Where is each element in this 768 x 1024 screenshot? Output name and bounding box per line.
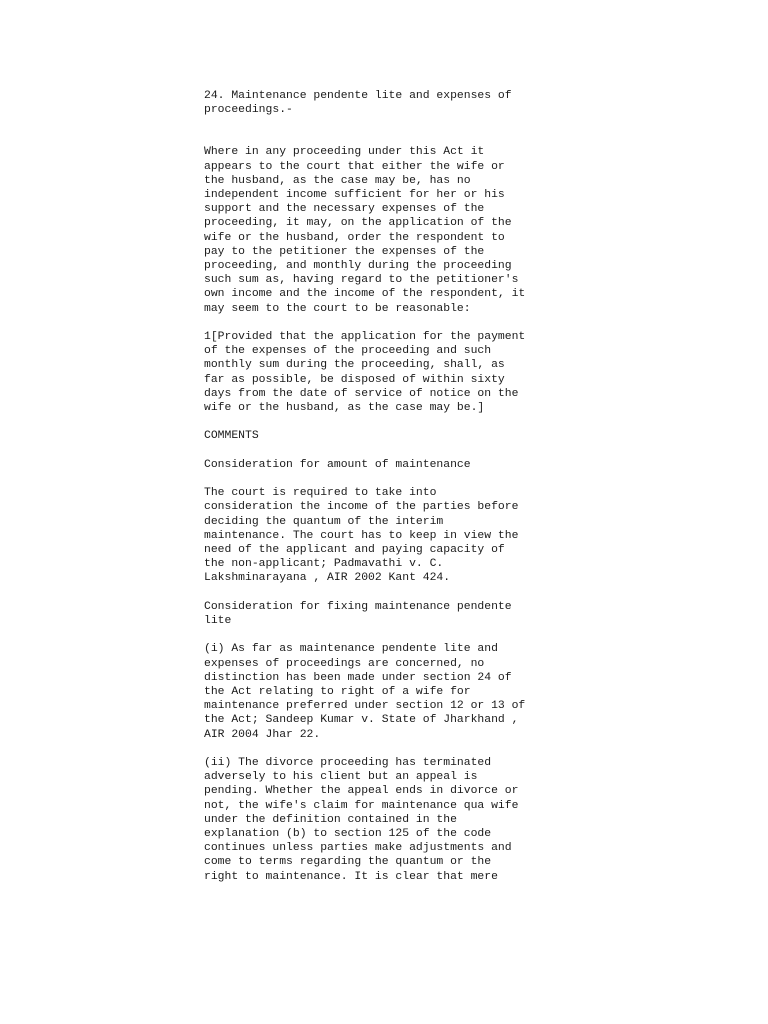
document-body xyxy=(204,89,564,884)
paragraph-padmavathi: The court is required to take into consideration the income of the parties before deciding the quantum of the interim maintenance. The court has to keep in view the need of the applicant and paying capacity of the non-applicant; Padmavathi v. C. Lakshminarayana , AIR 2002 Kant 424. xyxy=(204,487,519,585)
section-title: 24. Maintenance pendente lite and expenses of proceedings.- xyxy=(204,90,512,117)
paragraph-item-ii: (ii) The divorce proceeding has terminated adversely to his client but an appeal is pending. Whether the appeal ends in divorce or not, the wife's claim for maintenance qua wife under the definition contained in the explanation (b) to section 125 of the code continues unless parties make adjustments and come to terms regarding the quantum or the right to maintenance. It is clear that mere xyxy=(204,757,519,883)
paragraph-main-provision: Where in any proceeding under this Act it appears to the court that either the wife or the husband, as the case may be, has no independent income sufficient for her or his support and the necessary expenses of the proceeding, it may, on the application of the wife or the husband, order the respondent to pay to the petitioner the expenses of the proceeding, and monthly during the proceeding such sum as, having regard to the petitioner's own income and the income of the respondent, it may seem to the court to be reasonable: xyxy=(204,146,526,315)
subheading-amount-of-maintenance: Consideration for amount of maintenance xyxy=(204,458,471,471)
paragraph-proviso: 1[Provided that the application for the payment of the expenses of the proceeding and such monthly sum during the proceeding, shall, as far as possible, be disposed of within sixty days from the date of service of notice on the wife or the husband, as the case may be.] xyxy=(204,331,526,415)
subheading-fixing-maintenance: Consideration for fixing maintenance pendente lite xyxy=(204,600,512,628)
comments-heading: COMMENTS xyxy=(204,430,259,443)
paragraph-item-i: (i) As far as maintenance pendente lite and expenses of proceedings are concerned, no distinction has been made under section 24 of the Act relating to right of a wife for maintenance preferred under section 12 or 13 of the Act; Sandeep Kumar v. State of Jharkhand , AIR 2004 Jhar 22. xyxy=(204,643,526,741)
